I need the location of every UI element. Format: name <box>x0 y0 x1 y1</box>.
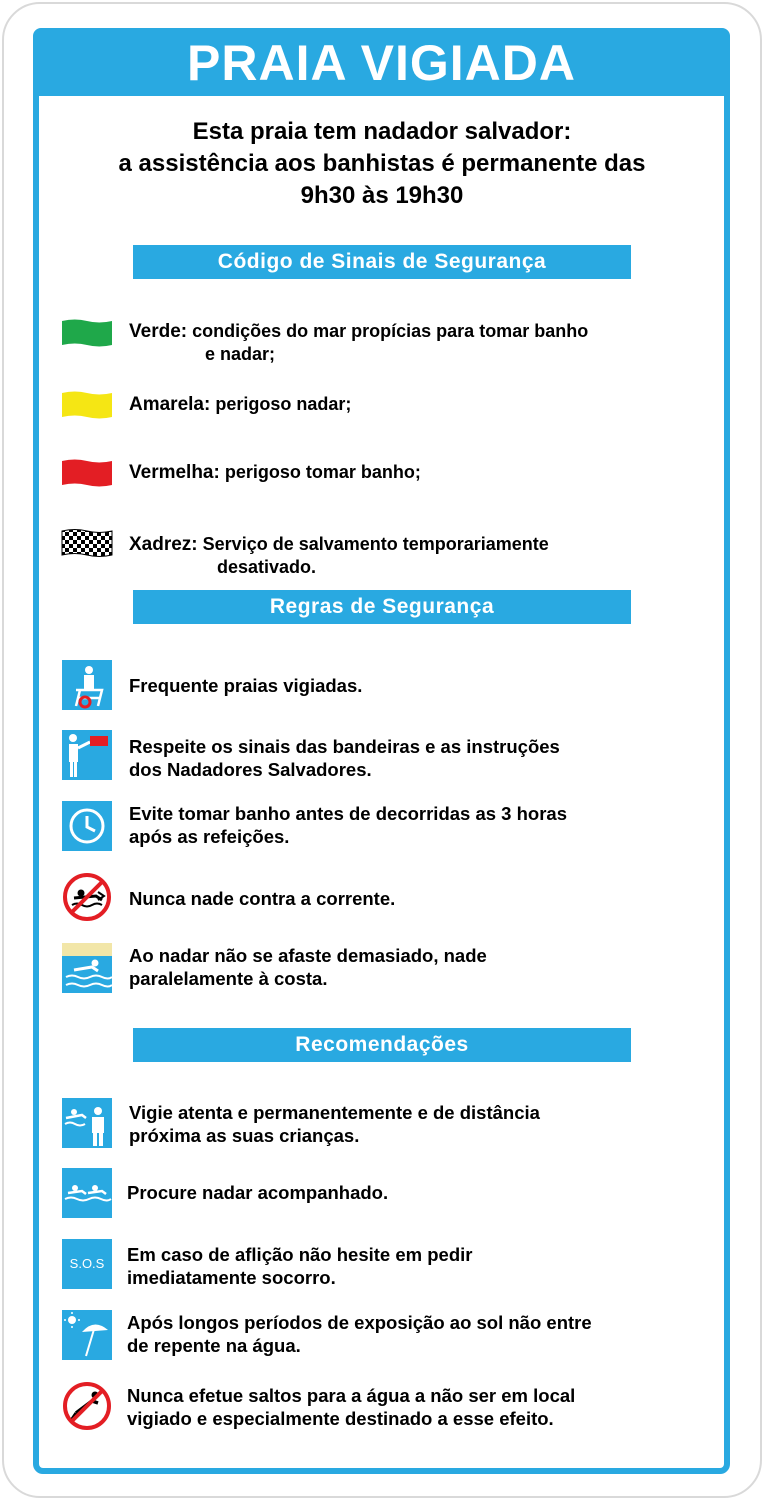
rule-text: Ao nadar não se afaste demasiado, nade <box>129 945 487 966</box>
rule-text: Nunca nade contra a corrente. <box>129 888 396 909</box>
rule-text: Frequente praias vigiadas. <box>129 675 363 696</box>
sos-icon: S.O.S <box>62 1239 112 1289</box>
checkered-flag-icon <box>61 528 113 558</box>
section-header-regras: Regras de Segurança <box>133 590 631 624</box>
recommendation-text: Vigie atenta e permanentemente e de distância <box>129 1102 540 1123</box>
red-flag-icon <box>61 458 113 488</box>
green-flag-icon <box>61 318 113 348</box>
flag-item-verde <box>129 320 588 365</box>
recommendation-text-cont: vigiado e especialmente destinado a esse efeito. <box>127 1408 554 1429</box>
flag-text: Serviço de salvamento temporariamente <box>202 534 549 554</box>
recommendation-text: Nunca efetue saltos para a água a não ser em local <box>127 1385 576 1406</box>
recommendation-text-cont: imediatamente socorro. <box>127 1267 336 1288</box>
recommendation-item-2 <box>127 1181 702 1204</box>
flag-text: perigoso nadar; <box>215 394 352 414</box>
flag-name: Amarela: <box>129 394 211 415</box>
flag-name: Vermelha: <box>129 462 220 483</box>
lifeguard-flag-icon <box>62 730 112 780</box>
flag-item-vermelha <box>129 461 421 484</box>
flag-text: perigoso tomar banho; <box>224 462 421 482</box>
rule-text: Evite tomar banho antes de decorridas as 3 horas <box>129 803 567 824</box>
flag-text-cont: desativado. <box>217 557 317 577</box>
intro-line-3: 9h30 às 19h30 <box>300 182 464 209</box>
rule-item-3 <box>129 802 704 848</box>
intro-line-1: Esta praia tem nadador salvador: <box>192 118 572 145</box>
recommendation-item-1 <box>129 1101 704 1147</box>
flag-name: Verde: <box>129 321 188 342</box>
intro-line-2: a assistência aos banhistas é permanente das <box>118 150 646 177</box>
recommendation-item-4 <box>127 1311 702 1357</box>
section-header-recomendacoes: Recomendações <box>133 1028 631 1062</box>
sun-umbrella-icon <box>62 1310 112 1360</box>
no-diving-icon <box>62 1381 112 1431</box>
swim-together-icon <box>62 1168 112 1218</box>
recommendation-text-cont: próxima as suas crianças. <box>129 1125 360 1146</box>
sign-title: PRAIA VIGIADA <box>33 28 730 96</box>
rule-item-4 <box>129 887 704 910</box>
rule-text: Respeite os sinais das bandeiras e as instruções <box>129 736 560 757</box>
flag-item-xadrez <box>129 533 549 578</box>
yellow-flag-icon <box>61 390 113 420</box>
watch-children-icon <box>62 1098 112 1148</box>
lifeguard-chair-icon <box>62 660 112 710</box>
rule-text-cont: dos Nadadores Salvadores. <box>129 759 372 780</box>
flag-text: condições do mar propícias para tomar banho <box>192 321 589 341</box>
no-swim-against-current-icon <box>62 872 112 922</box>
recommendation-text: Após longos períodos de exposição ao sol não entre <box>127 1312 592 1333</box>
recommendation-text: Procure nadar acompanhado. <box>127 1182 389 1203</box>
clock-icon <box>62 801 112 851</box>
rule-text-cont: após as refeições. <box>129 826 290 847</box>
recommendation-item-3 <box>127 1243 702 1289</box>
intro-text <box>40 116 724 212</box>
rule-item-2 <box>129 735 704 781</box>
flag-text-cont: e nadar; <box>205 344 276 364</box>
rule-item-5 <box>129 944 704 990</box>
rule-item-1 <box>129 674 704 697</box>
recommendation-text-cont: de repente na água. <box>127 1335 301 1356</box>
flag-item-amarela <box>129 393 351 416</box>
recommendation-text: Em caso de aflição não hesite em pedir <box>127 1244 473 1265</box>
recommendation-item-5 <box>127 1384 702 1430</box>
rule-text-cont: paralelamente à costa. <box>129 968 328 989</box>
flag-name: Xadrez: <box>129 534 198 555</box>
swimmer-near-shore-icon <box>62 943 112 993</box>
section-header-codigo: Código de Sinais de Segurança <box>133 245 631 279</box>
